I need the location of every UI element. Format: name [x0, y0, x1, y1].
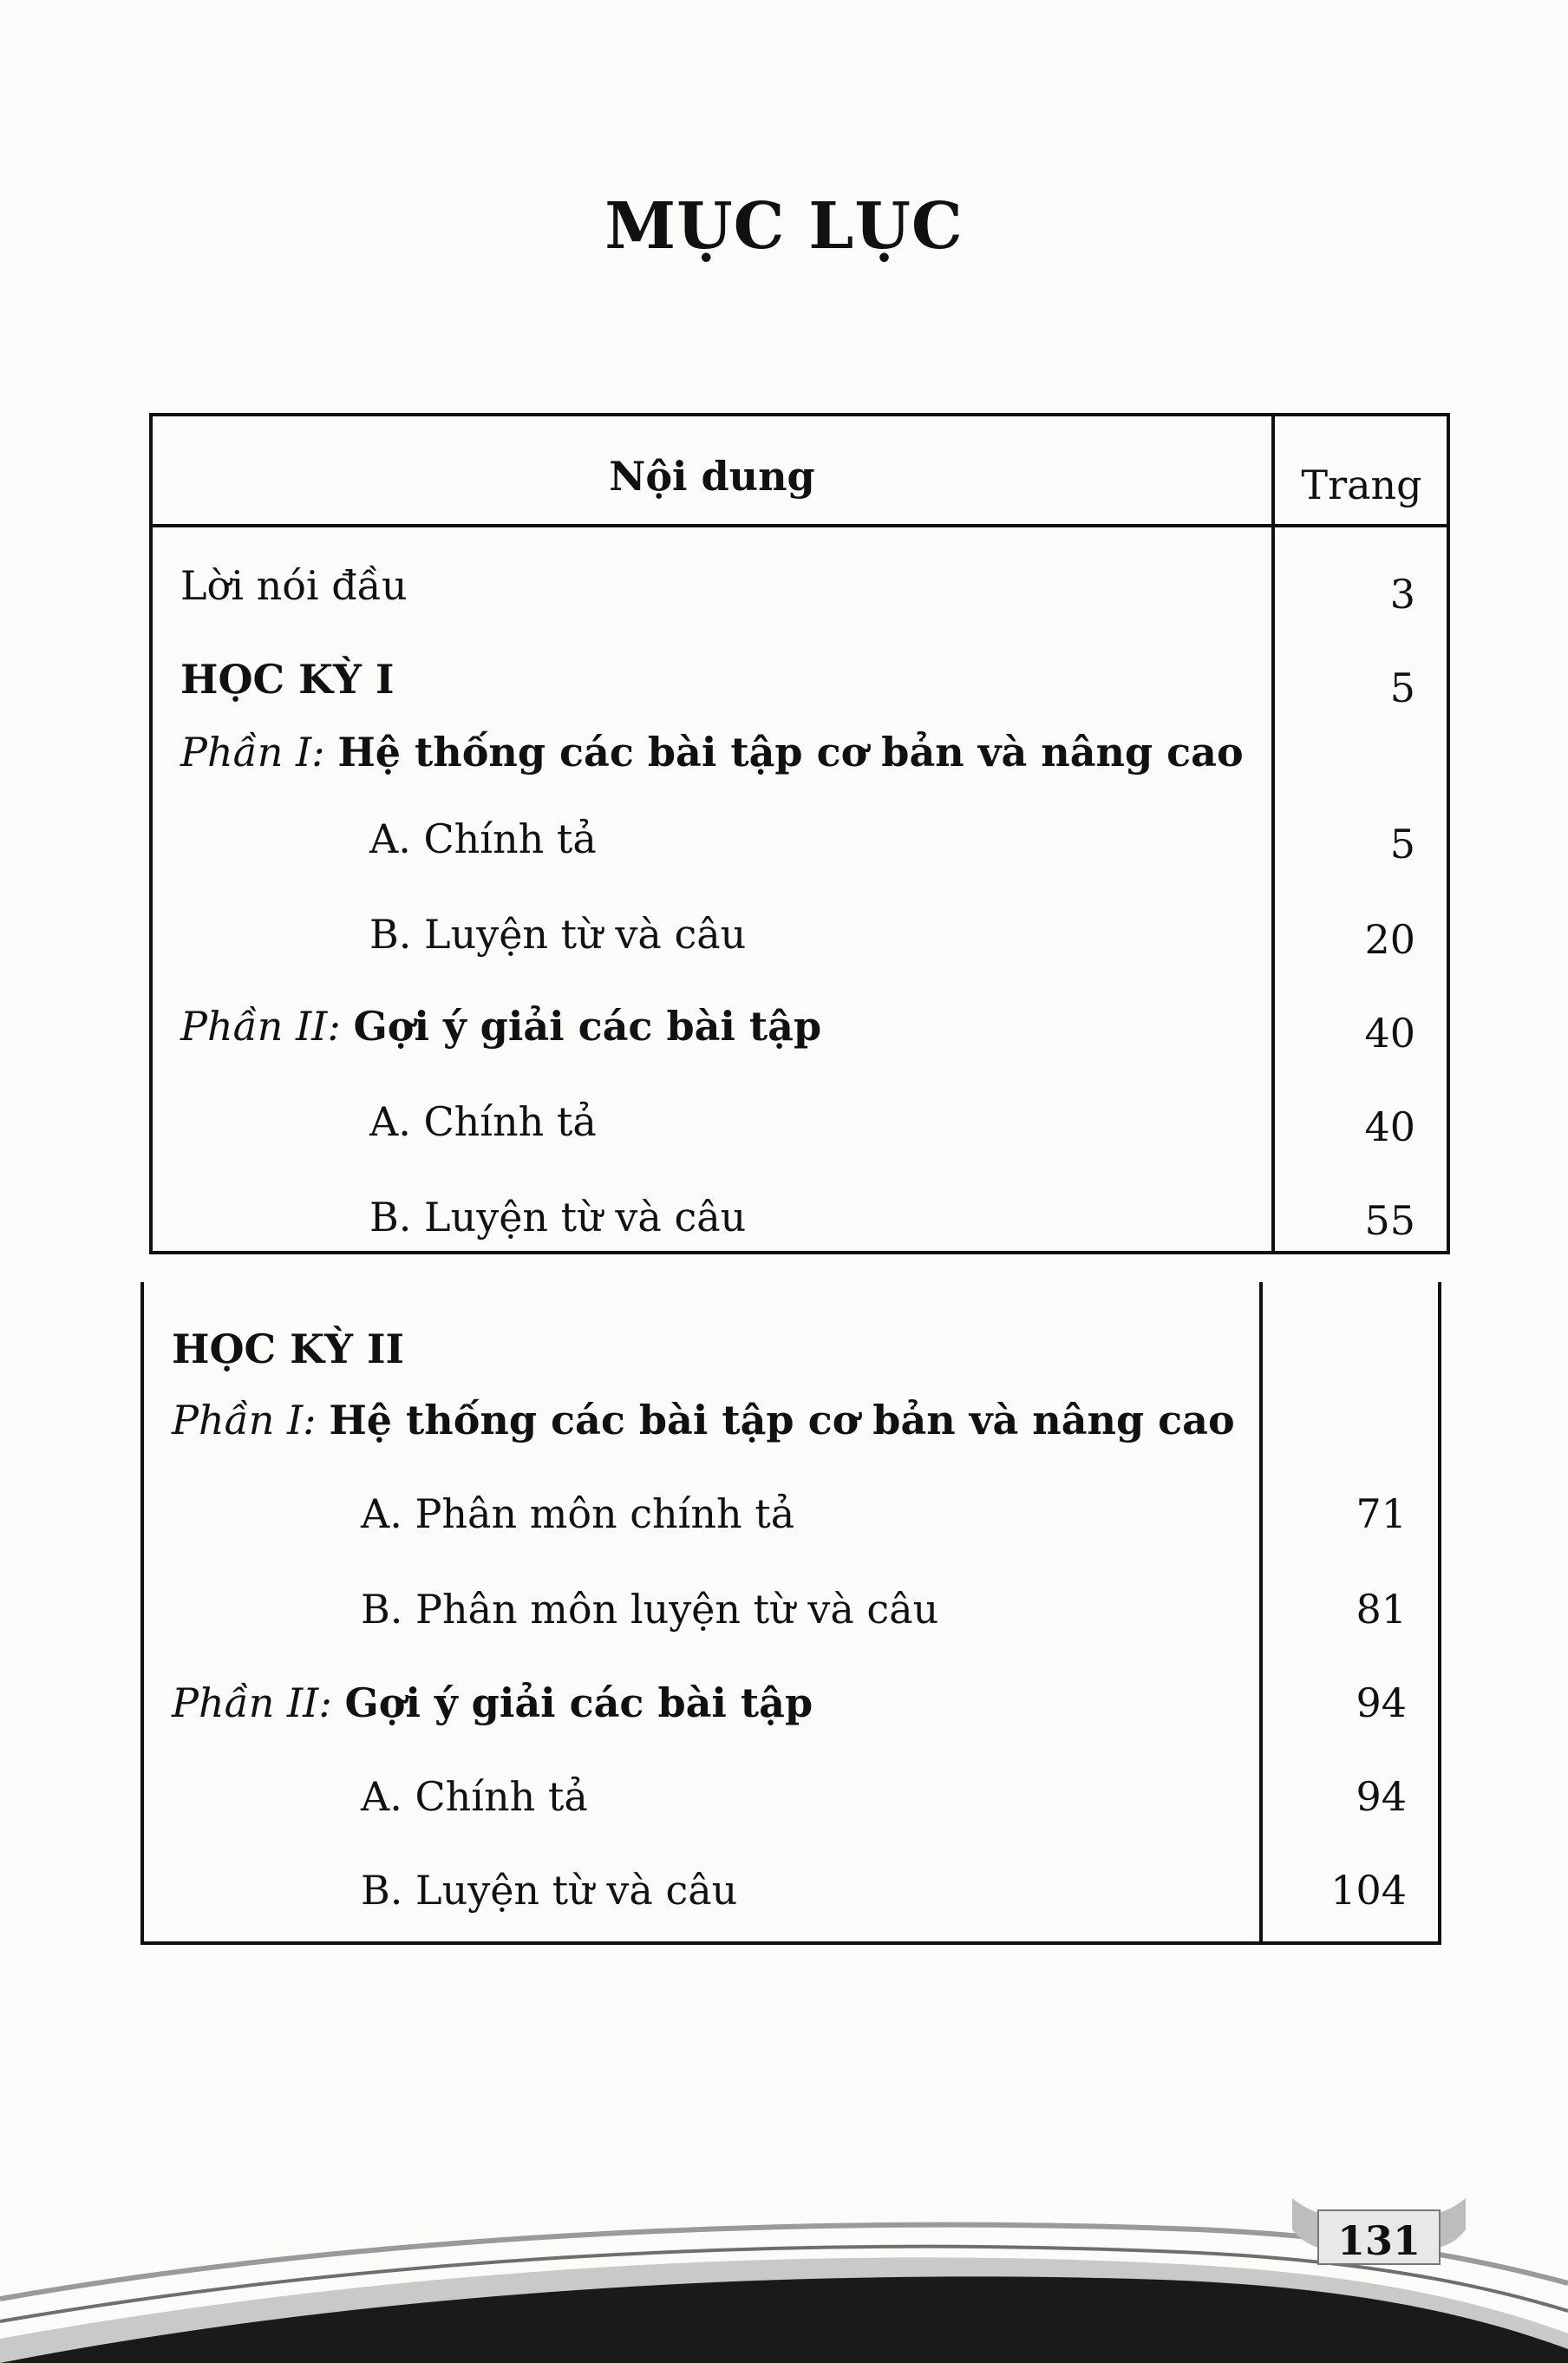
toc-page-vocabulary-subject: 81 [1356, 1586, 1407, 1633]
toc-page-part-2: 94 [1356, 1679, 1407, 1726]
toc-entry-spelling-answers: A. Chính tả [369, 1098, 597, 1145]
toc-page-spelling: 5 [1389, 821, 1415, 867]
part-title: Gợi ý giải các bài tập [353, 1003, 822, 1050]
page-title: MỤC LỤC [604, 189, 964, 264]
page-number: 131 [1336, 2217, 1421, 2264]
toc-entry-vocabulary: B. Luyện từ và câu [369, 911, 747, 958]
header-page: Trang [1301, 461, 1422, 508]
toc-entry-part-1 [172, 1397, 1235, 1443]
toc-entry-semester-1: HỌC KỲ I [180, 656, 395, 703]
toc-page-semester-1: 5 [1389, 664, 1415, 711]
column-divider [1259, 1282, 1263, 1941]
part-label: Phần II: [172, 1679, 332, 1726]
toc-entry-spelling-subject: A. Phân môn chính tả [361, 1490, 795, 1537]
toc-entry-semester-2: HỌC KỲ II [172, 1326, 405, 1372]
toc-table-semester-1 [149, 413, 1450, 1254]
toc-entry-part-2 [180, 1003, 822, 1050]
toc-page-vocabulary-answers: 104 [1330, 1867, 1407, 1914]
part-label: Phần I: [172, 1397, 317, 1443]
part-title: Hệ thống các bài tập cơ bản và nâng cao [337, 729, 1244, 776]
header-underline [153, 524, 1447, 527]
toc-entry-preface: Lời nói đầu [180, 562, 408, 609]
toc-page-vocabulary: 20 [1364, 916, 1415, 963]
column-divider [1271, 416, 1275, 1251]
part-title: Hệ thống các bài tập cơ bản và nâng cao [329, 1397, 1235, 1443]
toc-entry-vocabulary-answers: B. Luyện từ và câu [369, 1194, 747, 1240]
header-content: Nội dung [609, 453, 815, 500]
part-title: Gợi ý giải các bài tập [344, 1679, 813, 1726]
toc-entry-spelling-answers: A. Chính tả [361, 1773, 588, 1820]
toc-page-vocabulary-answers: 55 [1364, 1197, 1415, 1244]
toc-page-spelling-subject: 71 [1356, 1490, 1407, 1537]
toc-page-part-2: 40 [1364, 1010, 1415, 1057]
toc-entry-part-1 [180, 729, 1244, 776]
toc-page-spelling-answers: 40 [1364, 1103, 1415, 1150]
toc-entry-part-2 [172, 1679, 813, 1726]
footer-swoosh [0, 2169, 1568, 2363]
toc-entry-vocabulary-subject: B. Phân môn luyện từ và câu [361, 1586, 939, 1633]
toc-entry-spelling: A. Chính tả [369, 815, 597, 862]
toc-table-semester-2 [140, 1282, 1441, 1945]
toc-page-preface: 3 [1389, 571, 1415, 618]
part-label: Phần II: [180, 1003, 341, 1050]
toc-page-spelling-answers: 94 [1356, 1773, 1407, 1820]
toc-entry-vocabulary-answers: B. Luyện từ và câu [361, 1867, 738, 1914]
part-label: Phần I: [180, 729, 325, 776]
